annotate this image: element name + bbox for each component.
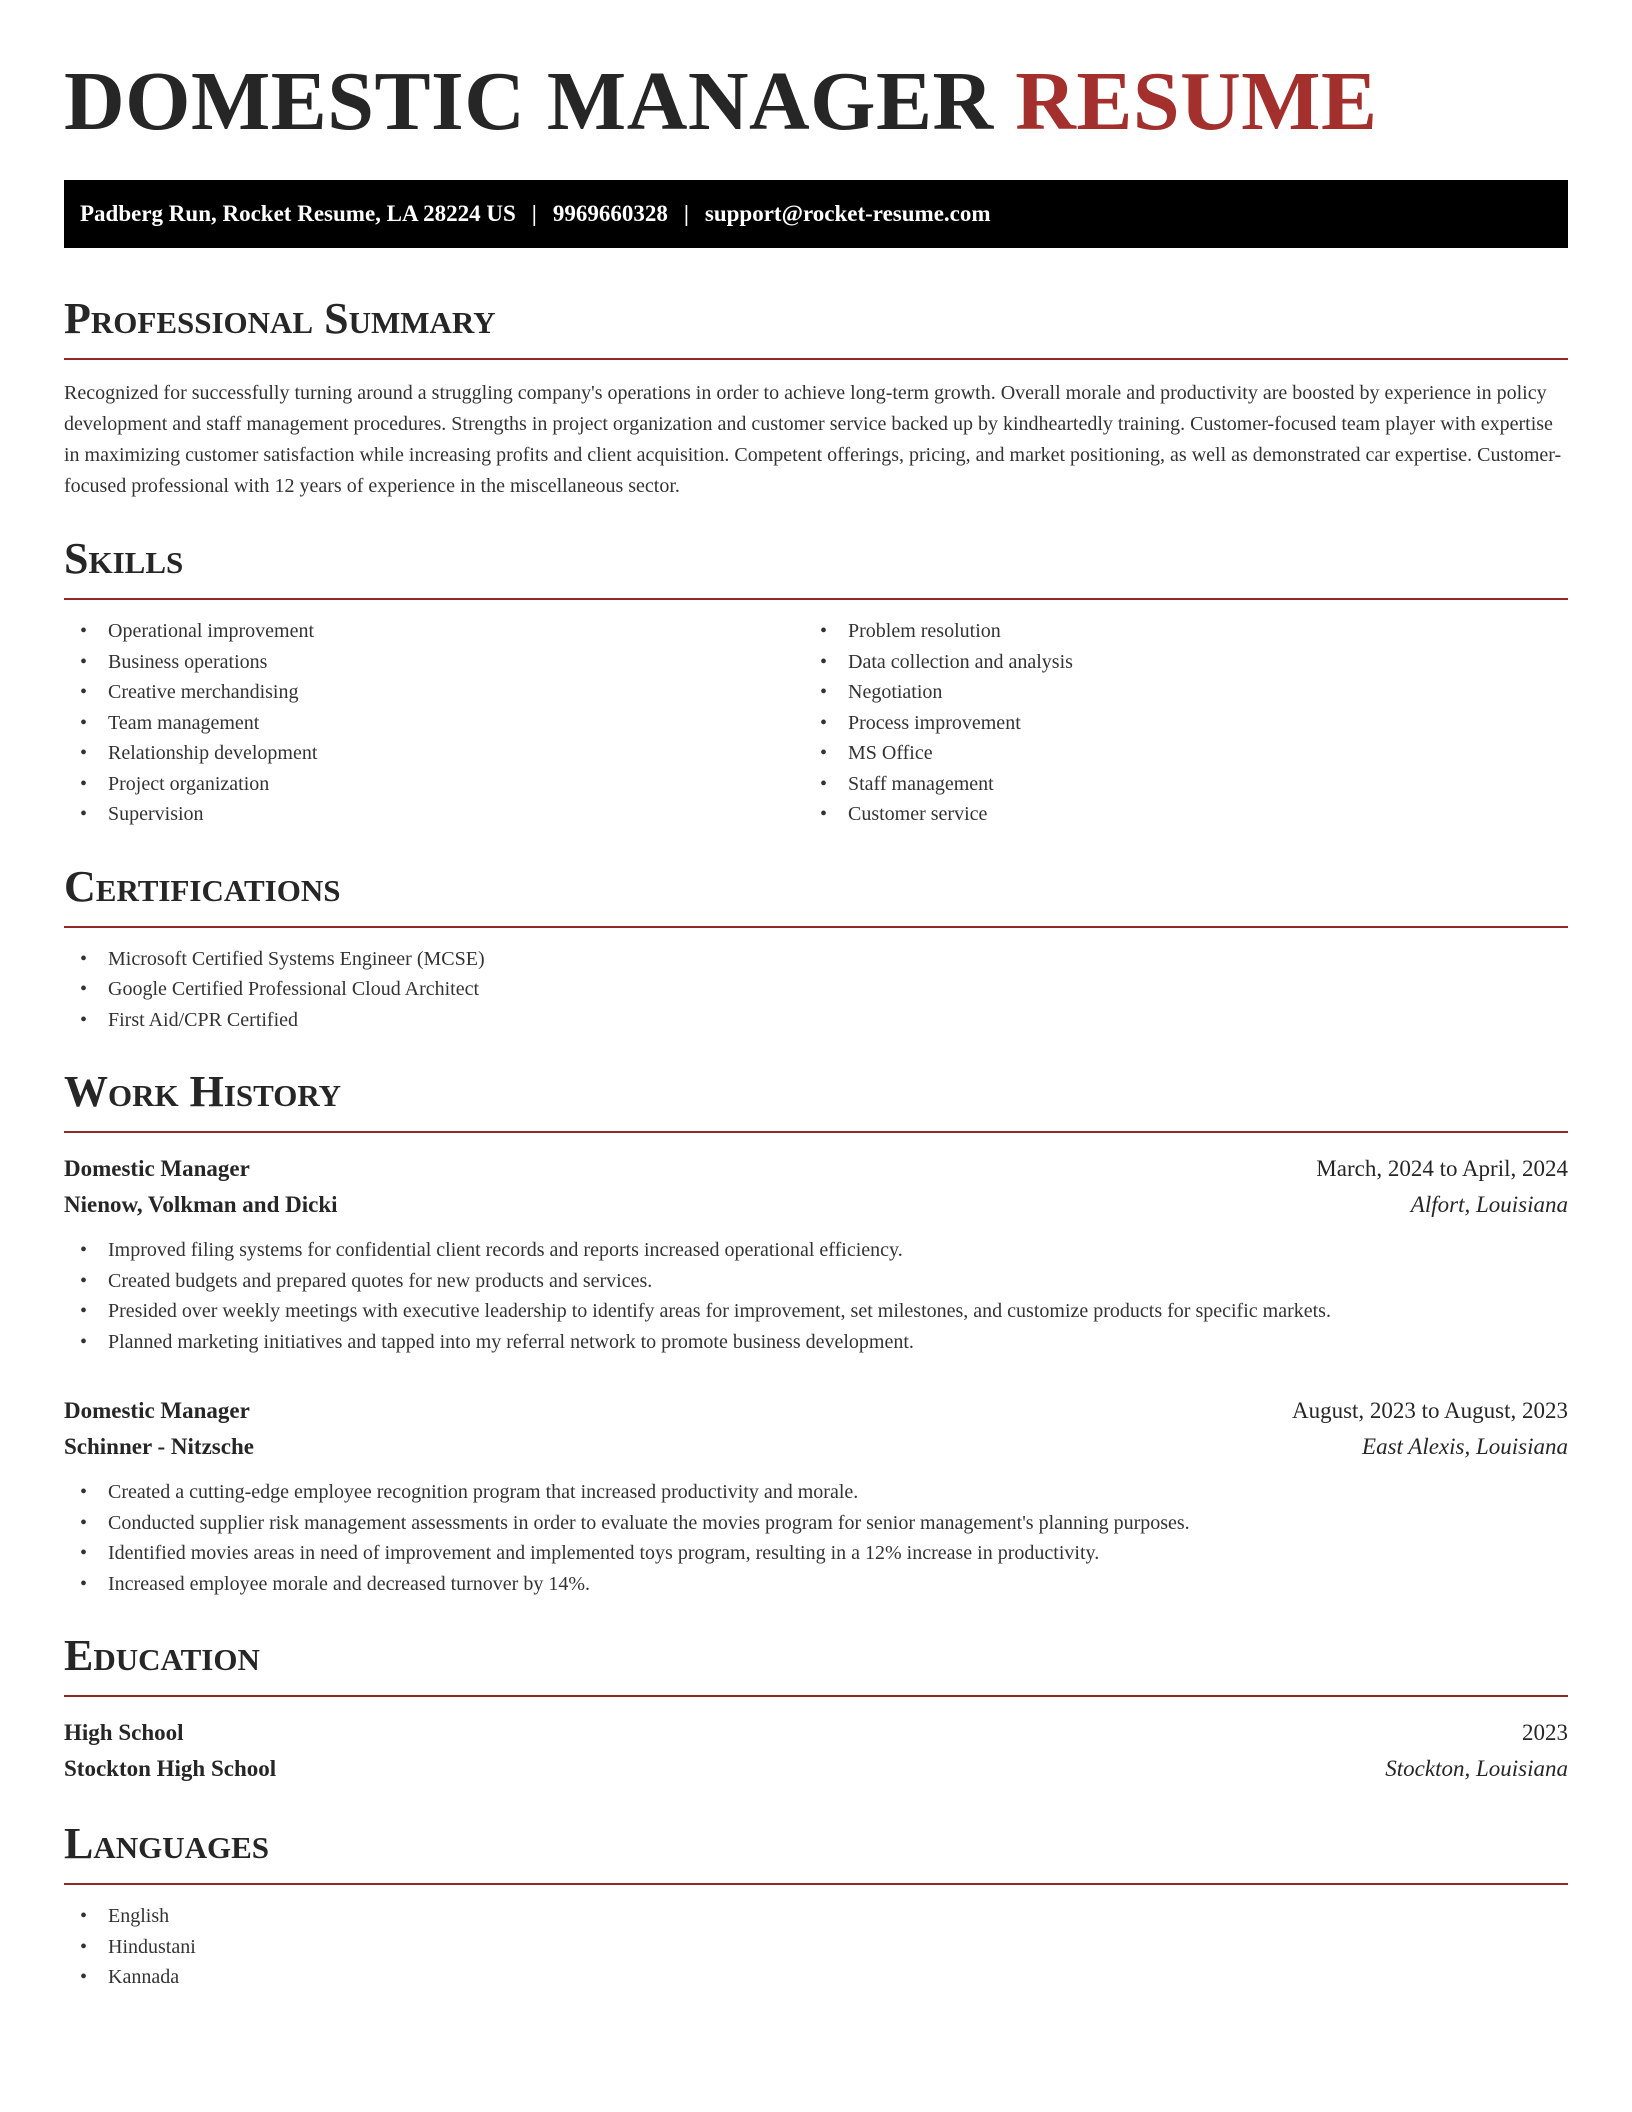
contact-address: Padberg Run, Rocket Resume, LA 28224 US (80, 201, 516, 226)
list-item: • Improved filing systems for confidential client records and reports increased operational efficiency. (64, 1235, 1568, 1266)
list-item: • Hindustani (64, 1932, 1568, 1963)
list-item: • Project organization (64, 769, 804, 800)
list-item: • Creative merchandising (64, 677, 804, 708)
list-item: • Google Certified Professional Cloud Architect (64, 974, 1568, 1005)
languages-list (64, 1901, 1568, 1993)
list-item: • First Aid/CPR Certified (64, 1005, 1568, 1036)
section-heading: Education (64, 1631, 1568, 1697)
job-header-row (64, 1393, 1568, 1429)
education-entry (64, 1715, 1568, 1787)
list-item: • Staff management (804, 769, 1544, 800)
section-heading: Professional Summary (64, 294, 1568, 360)
section-heading: Languages (64, 1819, 1568, 1885)
job-company: Nienow, Volkman and Dicki (64, 1192, 338, 1217)
skills-list-right (804, 616, 1544, 830)
list-item: • Presided over weekly meetings with executive leadership to identify areas for improvement, set milestones, and customize products for specific markets. (64, 1296, 1568, 1327)
list-item: • Business operations (64, 647, 804, 678)
list-item: • Created a cutting-edge employee recognition program that increased productivity and morale. (64, 1477, 1568, 1508)
title-main: DOMESTIC MANAGER (64, 55, 994, 148)
skills-section (64, 534, 1568, 830)
list-item: • Planned marketing initiatives and tapped into my referral network to promote business development. (64, 1327, 1568, 1358)
job-entry (64, 1393, 1568, 1599)
list-item: • Relationship development (64, 738, 804, 769)
education-header-row (64, 1715, 1568, 1751)
job-entry (64, 1151, 1568, 1357)
list-item: • Created budgets and prepared quotes for new products and services. (64, 1266, 1568, 1297)
section-heading: Skills (64, 534, 1568, 600)
list-item: • Conducted supplier risk management assessments in order to evaluate the movies program for senior management's planning purposes. (64, 1508, 1568, 1539)
list-item: • MS Office (804, 738, 1544, 769)
job-company-row (64, 1429, 1568, 1465)
list-item: • English (64, 1901, 1568, 1932)
list-item: • Increased employee morale and decreased turnover by 14%. (64, 1569, 1568, 1600)
work-history-section (64, 1067, 1568, 1599)
list-item: • Identified movies areas in need of improvement and implemented toys program, resulting in a 12% increase in productivity. (64, 1538, 1568, 1569)
skills-list-left (64, 616, 804, 830)
job-bullets (64, 1235, 1568, 1357)
job-title: Domestic Manager (64, 1398, 250, 1423)
resume-title (64, 52, 1568, 152)
job-location: Alfort, Louisiana (1410, 1192, 1568, 1217)
list-item: • Supervision (64, 799, 804, 830)
contact-separator: | (683, 201, 689, 226)
job-company: Schinner - Nitzsche (64, 1434, 254, 1459)
education-year: 2023 (1522, 1720, 1568, 1745)
certifications-section (64, 862, 1568, 1036)
contact-phone: 9969660328 (552, 201, 668, 226)
list-item: • Problem resolution (804, 616, 1544, 647)
list-item: • Kannada (64, 1962, 1568, 1993)
list-item: • Customer service (804, 799, 1544, 830)
professional-summary-section (64, 294, 1568, 502)
job-location: East Alexis, Louisiana (1362, 1434, 1568, 1459)
contact-email[interactable]: support@rocket-resume.com (704, 201, 991, 226)
list-item: • Microsoft Certified Systems Engineer (MCSE) (64, 944, 1568, 975)
list-item: • Data collection and analysis (804, 647, 1544, 678)
education-school: Stockton High School (64, 1756, 277, 1781)
education-school-row (64, 1751, 1568, 1787)
contact-bar (64, 180, 1568, 248)
list-item: • Negotiation (804, 677, 1544, 708)
contact-separator: | (531, 201, 537, 226)
languages-section (64, 1819, 1568, 1993)
job-bullets (64, 1477, 1568, 1599)
summary-text: Recognized for successfully turning around a struggling company's operations in order to achieve long-term growth. Overall morale and productivity are boosted by experience in policy development and staff management procedures. Strengths in project organization and customer service backed up by kindheartedly training. Customer-focused team player with expertise in maximizing customer satisfaction while increasing profits and client acquisition. Competent offerings, pricing, and market positioning, as well as demonstrated car expertise. Customer-focused professional with 12 years of experience in the miscellaneous sector. (64, 382, 1562, 497)
skills-grid (64, 616, 1568, 830)
certifications-list (64, 944, 1568, 1036)
education-location: Stockton, Louisiana (1385, 1756, 1568, 1781)
education-degree: High School (64, 1720, 184, 1745)
education-section (64, 1631, 1568, 1787)
job-header-row (64, 1151, 1568, 1187)
section-heading: Certifications (64, 862, 1568, 928)
job-company-row (64, 1187, 1568, 1223)
job-title: Domestic Manager (64, 1156, 250, 1181)
job-dates: March, 2024 to April, 2024 (1316, 1156, 1568, 1181)
section-heading: Work History (64, 1067, 1568, 1133)
list-item: • Process improvement (804, 708, 1544, 739)
list-item: • Operational improvement (64, 616, 804, 647)
job-dates: August, 2023 to August, 2023 (1291, 1398, 1568, 1423)
list-item: • Team management (64, 708, 804, 739)
title-accent: RESUME (1015, 55, 1378, 148)
